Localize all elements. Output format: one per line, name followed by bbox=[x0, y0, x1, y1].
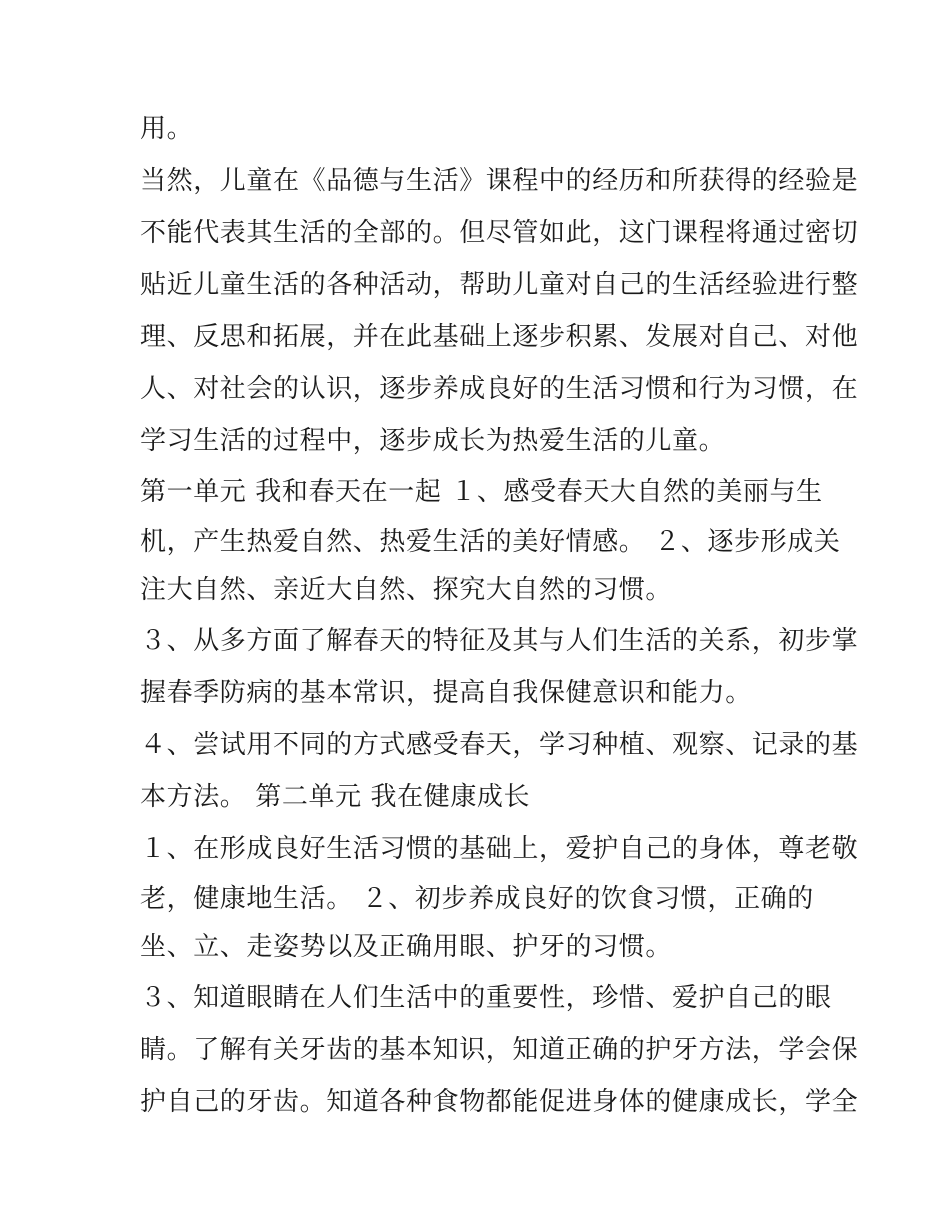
text-line: 不能代表其生活的全部的。但尽管如此，这门课程将通过密切 bbox=[140, 218, 859, 248]
text-line: 贴近儿童生活的各种活动，帮助儿童对自己的生活经验进行整 bbox=[140, 270, 859, 300]
text-line: 人、对社会的认识，逐步养成良好的生活习惯和行为习惯，在 bbox=[140, 374, 859, 404]
text-line: 用。 bbox=[140, 114, 194, 144]
text-line: 学习生活的过程中，逐步成长为热爱生活的儿童。 bbox=[140, 426, 726, 456]
text-line: 老，健康地生活。 ２、初步养成良好的饮食习惯，正确的 bbox=[140, 884, 814, 914]
text-line: 护自己的牙齿。知道各种食物都能促进身体的健康成长，学全 bbox=[140, 1087, 859, 1117]
text-line: 睛。了解有关牙齿的基本知识，知道正确的护牙方法，学会保 bbox=[140, 1035, 859, 1065]
text-line: 理、反思和拓展，并在此基础上逐步积累、发展对自己、对他 bbox=[140, 322, 859, 352]
text-line: ４、尝试用不同的方式感受春天，学习种植、观察、记录的基 bbox=[140, 730, 859, 760]
text-line: 注大自然、亲近大自然、探究大自然的习惯。 bbox=[140, 575, 673, 605]
text-line: ３、知道眼睛在人们生活中的重要性，珍惜、爱护自己的眼 bbox=[140, 983, 832, 1013]
text-line: 本方法。 第二单元 我在健康成长 bbox=[140, 782, 531, 812]
text-line: 坐、立、走姿势以及正确用眼、护牙的习惯。 bbox=[140, 932, 673, 962]
text-line: 当然，儿童在《品德与生活》课程中的经历和所获得的经验是 bbox=[140, 166, 859, 196]
text-line: 机，产生热爱自然、热爱生活的美好情感。 ２、逐步形成关 bbox=[140, 527, 841, 557]
text-line: １、在形成良好生活习惯的基础上，爱护自己的身体，尊老敬 bbox=[140, 834, 859, 864]
text-line: 第一单元 我和春天在一起 １、感受春天大自然的美丽与生 bbox=[140, 477, 823, 507]
text-line: 握春季防病的基本常识，提高自我保健意识和能力。 bbox=[140, 678, 752, 708]
text-line: ３、从多方面了解春天的特征及其与人们生活的关系，初步掌 bbox=[140, 626, 859, 656]
